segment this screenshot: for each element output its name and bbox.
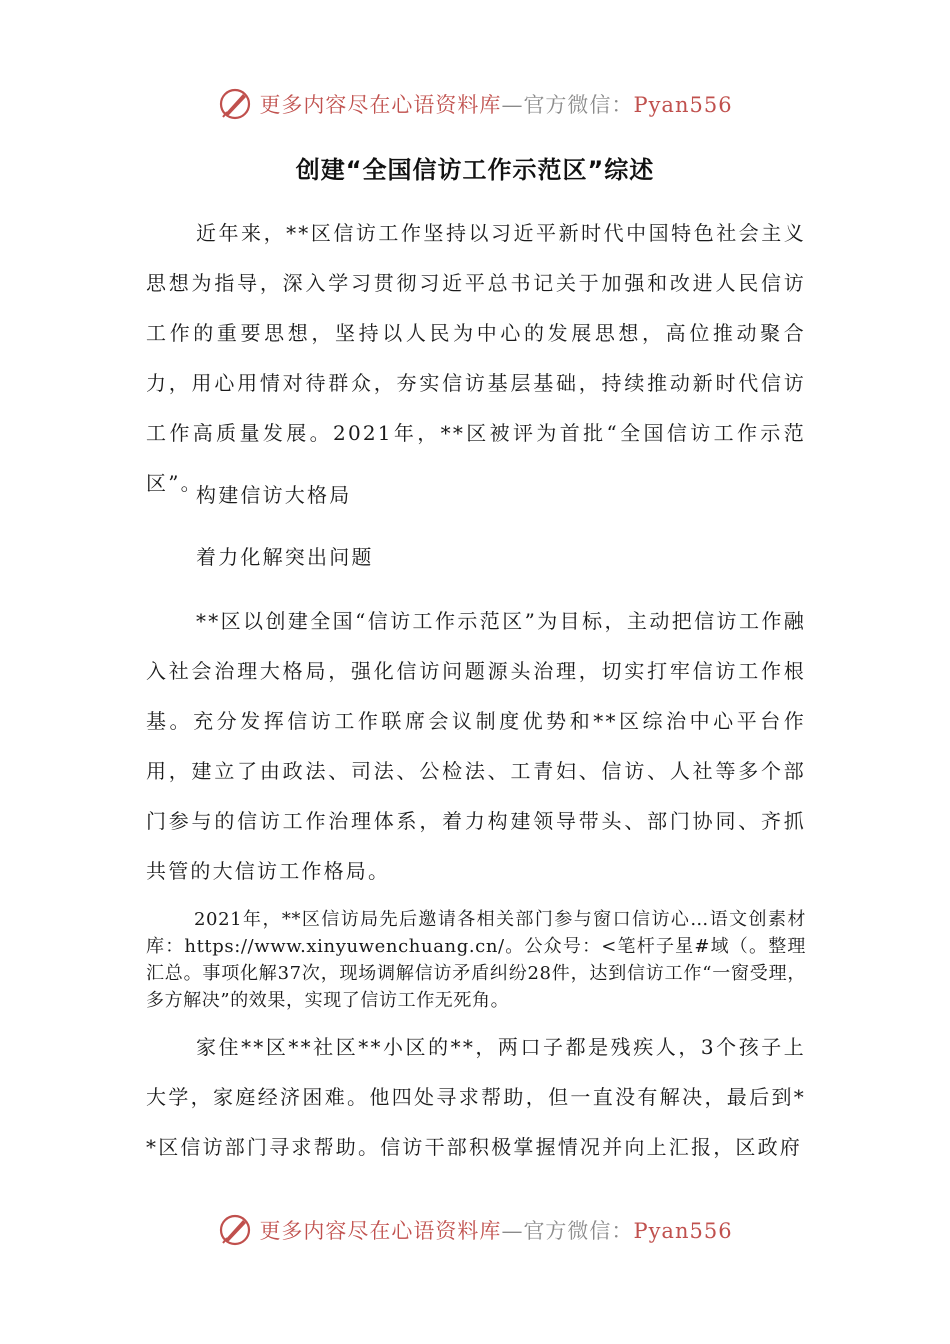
quill-logo-icon [217, 86, 253, 122]
section-heading-2: 着力化解突出问题 [196, 545, 374, 569]
paragraph-intro: 近年来，**区信访工作坚持以习近平新时代中国特色社会主义思想为指导，深入学习贯彻习近平总书记关于加强和改进人民信访工作的重要思想，坚持以人民为中心的发展思想，高位推动聚合力，用心用情对待群众，夯实信访基层基础，持续推动新时代信访工作高质量发展。2021年，**区被评为首批“全国信访工作示范区”。 [146, 221, 806, 495]
quill-logo-icon [217, 1212, 253, 1248]
paragraph-statistics: 2021年，**区信访局先后邀请各相关部门参与窗口信访心…语文创素材库：https://www.xinyuwenchuang.cn/。公众号：<笔杆子星#域（。整理汇总。事项化解37次，现场调解信访矛盾纠纷28件，达到信访工作“一窗受理，多方解决”的效果，实现了信访工作无死角。 [146, 909, 806, 1011]
footer-watermark-banner [0, 1208, 950, 1252]
header-watermark-banner [0, 82, 950, 126]
section-heading-1: 构建信访大格局 [196, 483, 352, 507]
paragraph-case-story: 家住**区**社区**小区的**，两口子都是残疾人，3个孩子上大学，家庭经济困难。他四处寻求帮助，但一直没有解决，最后到**区信访部门寻求帮助。信访干部积极掌握情况并向上汇报，区政府 [146, 1035, 806, 1159]
watermark-text: 更多内容尽在心语资料库—官方微信：Pyan556 [259, 93, 733, 117]
document-title: 创建“全国信访工作示范区”综述 [295, 156, 655, 184]
watermark-text: 更多内容尽在心语资料库—官方微信：Pyan556 [259, 1219, 733, 1243]
paragraph-governance: **区以创建全国“信访工作示范区”为目标，主动把信访工作融入社会治理大格局，强化信访问题源头治理，切实打牢信访工作根基。充分发挥信访工作联席会议制度优势和**区综治中心平台作用，建立了由政法、司法、公检法、工青妇、信访、人社等多个部门参与的信访工作治理体系，着力构建领导带头、部门协同、齐抓共管的大信访工作格局。 [146, 609, 806, 883]
